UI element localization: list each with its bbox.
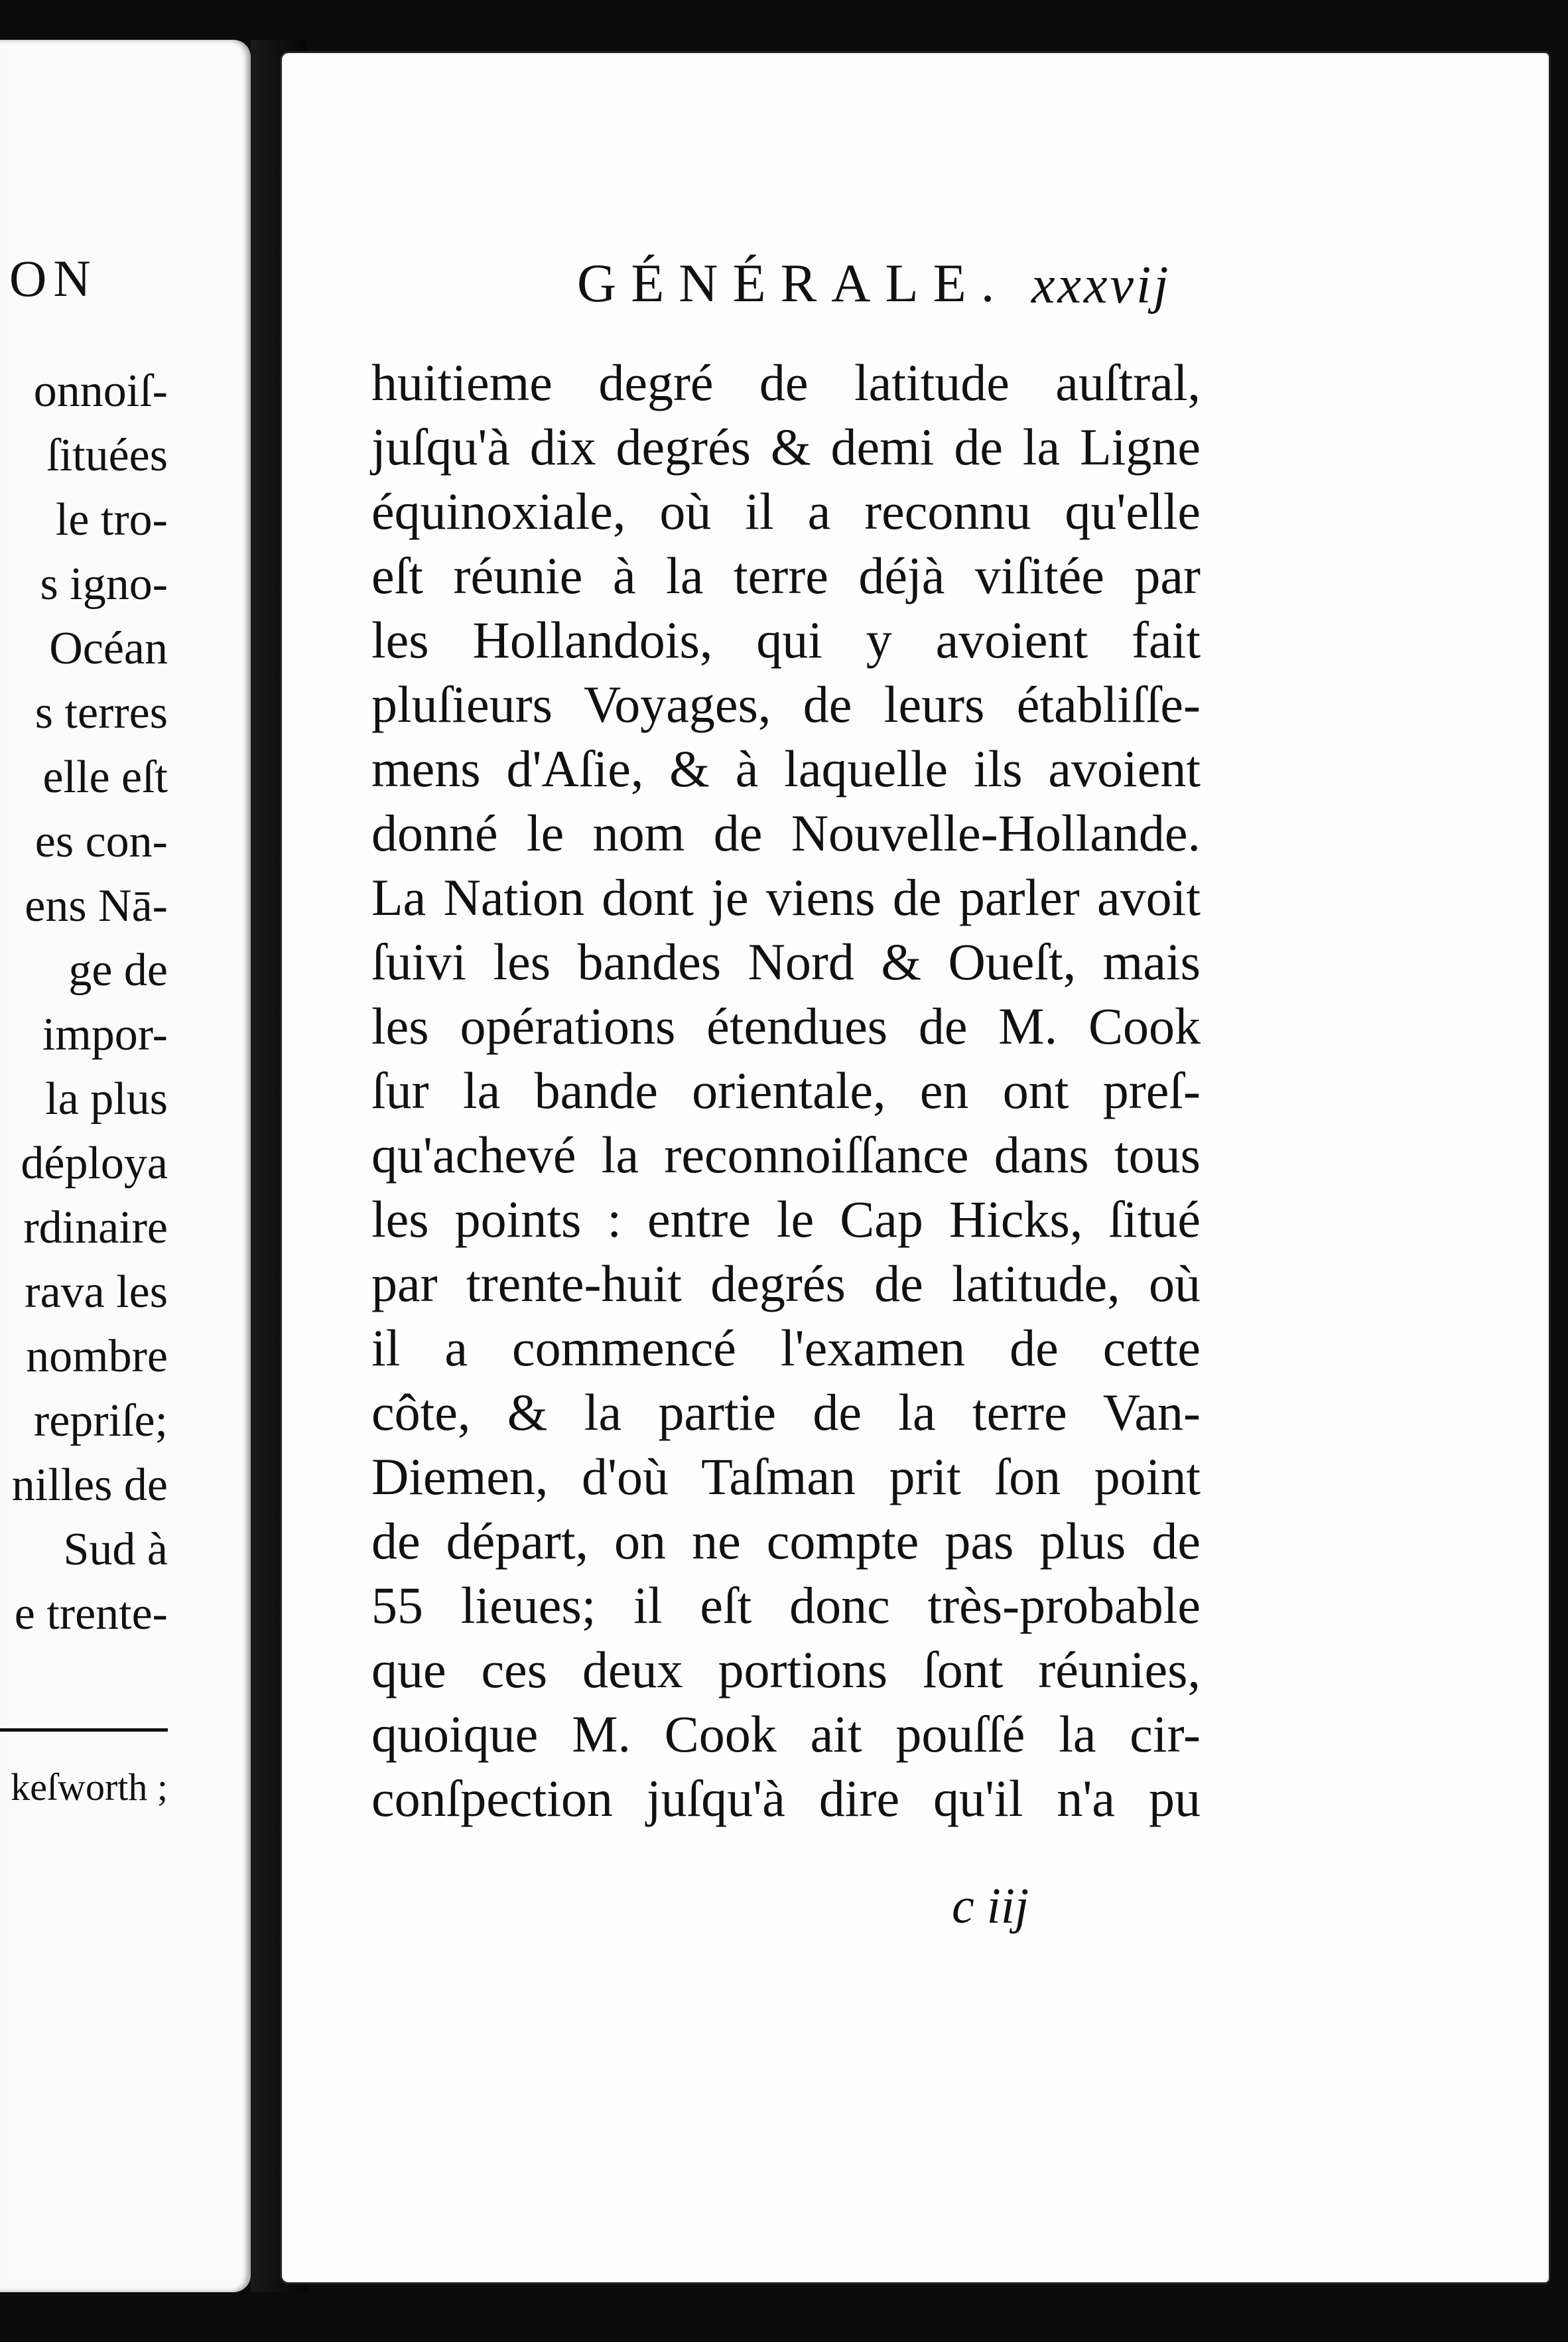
left-text-line: rdinaire [23, 1202, 168, 1253]
page-folio: xxxvij [1031, 256, 1171, 314]
body-text-line: les points : entre le Cap Hicks, ſitué [371, 1190, 1201, 1248]
body-text-line: côte, & la partie de la terre Van- [371, 1383, 1201, 1441]
signature-mark: c iij [952, 1878, 1029, 1934]
body-text-line: équinoxiale, où il a reconnu qu'elle [371, 482, 1201, 540]
left-page [0, 40, 251, 2292]
body-text-line: ſuivi les bandes Nord & Oueſt, mais [371, 933, 1201, 991]
body-text-line: donné le nom de Nouvelle-Hollande. [371, 804, 1201, 862]
body-text-line: conſpection juſqu'à dire qu'il n'a pu [371, 1769, 1201, 1827]
body-text-line: 55 lieues; il eſt donc très-probable [371, 1576, 1201, 1634]
left-text-line: impor- [42, 1009, 168, 1060]
body-text-line: quoique M. Cook ait pouſſé la cir- [371, 1705, 1201, 1763]
body-text-line: de départ, on ne compte pas plus de [371, 1512, 1201, 1570]
body-text-line: les Hollandois, qui y avoient fait [371, 611, 1201, 669]
body-text-line: La Nation dont je viens de parler avoit [371, 868, 1201, 926]
footnote-rule [0, 1728, 168, 1732]
left-text-line: s terres [34, 687, 168, 738]
right-page [282, 53, 1549, 2282]
body-text-line: juſqu'à dix degrés & demi de la Ligne [371, 418, 1201, 476]
left-page-header: ON [9, 249, 98, 307]
left-text-line: le tro- [55, 494, 168, 545]
left-text-line: onnoiſ- [33, 366, 168, 417]
left-text-line: e trente- [14, 1588, 168, 1639]
left-text-line: la plus [45, 1073, 168, 1125]
left-text-line: rava les [25, 1267, 168, 1318]
body-text-line: eſt réunie à la terre déjà viſitée par [371, 547, 1201, 604]
left-footnote: keſworth ; [11, 1765, 168, 1809]
left-text-line: ſituées [46, 430, 168, 481]
left-text-line: déploya [21, 1138, 168, 1189]
body-text-line: ſur la bande orientale, en ont preſ- [371, 1062, 1201, 1119]
left-text-line: es con- [34, 816, 168, 867]
body-text-line: que ces deux portions ſont réunies, [371, 1641, 1201, 1698]
body-text-line: qu'achevé la reconnoiſſance dans tous [371, 1126, 1201, 1184]
body-text-line: les opérations étendues de M. Cook [371, 997, 1201, 1055]
left-text-line: Sud à [63, 1524, 168, 1575]
body-text-line: huitieme degré de latitude auſtral, [371, 354, 1201, 411]
left-text-line: s igno- [40, 559, 168, 610]
body-text-line: par trente-huit degrés de latitude, où [371, 1255, 1201, 1312]
left-text-line: Océan [49, 623, 168, 674]
left-text-line: elle eſt [42, 752, 168, 803]
body-text-line: Diemen, d'où Taſman prit ſon point [371, 1448, 1201, 1505]
left-text-line: nilles de [11, 1460, 168, 1511]
left-text-line: ens Nā- [25, 880, 168, 931]
left-text-line: repriſe; [33, 1395, 168, 1446]
left-text-line: nombre [26, 1331, 168, 1382]
body-text-line: il a commencé l'examen de cette [371, 1319, 1201, 1377]
body-text-line: pluſieurs Voyages, de leurs établiſſe- [371, 675, 1201, 733]
left-text-line: ge de [68, 945, 168, 996]
body-text-line: mens d'Aſie, & à laquelle ils avoient [371, 740, 1201, 797]
running-head: GÉNÉRALE. [577, 253, 1010, 313]
